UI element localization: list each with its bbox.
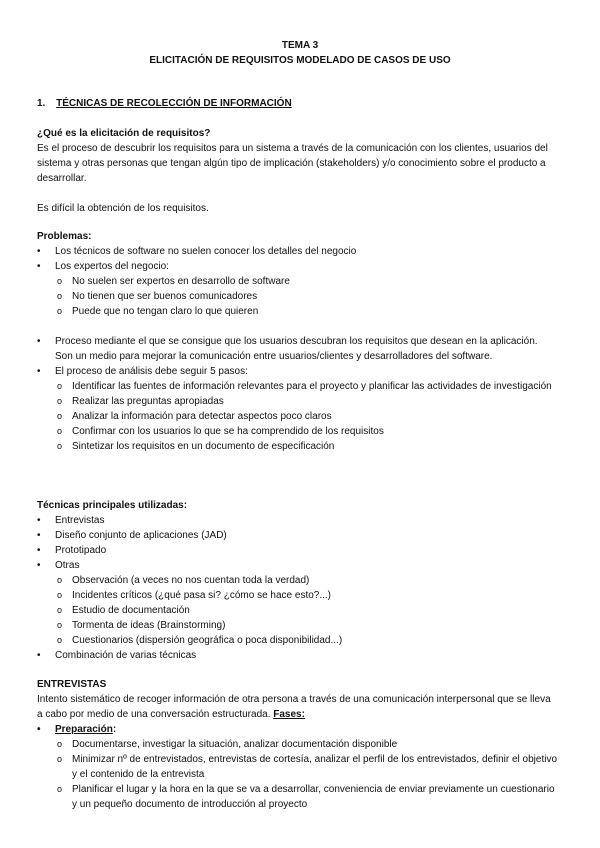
problems-heading: Problemas: xyxy=(37,231,92,242)
list-item: o Observación (a veces no nos cuentan toda la verdad) xyxy=(37,573,557,588)
interviews-text: Intento sistemático de recoger información de otra persona a través de una comunicación interpersonal que se lleva a cabo por medio de una conversación estructurada. xyxy=(37,694,551,720)
list-item: o Identificar las fuentes de información relevantes para el proyecto y planificar las actividades de investigación xyxy=(37,379,557,394)
list-item: • Prototipado xyxy=(37,543,557,558)
techniques-list xyxy=(37,513,557,663)
list-item: o Tormenta de ideas (Brainstorming) xyxy=(37,618,557,633)
question-paragraph: Es el proceso de descubrir los requisitos para un sistema a través de la comunicación con los clientes, usuarios del sistema y otras personas que tengan algún tipo de implicación (stakeholders) y/o conocimiento sobre el producto a desarrollar. xyxy=(37,143,548,184)
list-item: o Analizar la información para detectar aspectos poco claros xyxy=(37,409,557,424)
section-heading xyxy=(37,96,557,111)
problems-list xyxy=(37,244,557,319)
list-item: • Combinación de varias técnicas xyxy=(37,648,557,663)
list-item: o Minimizar nº de entrevistados, entrevistas de cortesía, analizar el perfil de los entrevistados, definir el objetivo y el contenido de la entrevista xyxy=(37,752,557,782)
preparation-label: Preparación xyxy=(55,724,113,735)
interviews-list xyxy=(37,722,557,812)
list-item: • Proceso mediante el que se consigue que los usuarios descubran los requisitos que desean en la aplicación. Son un medio para mejorar la comunicación entre usuarios/clientes y desarrolladores del software. xyxy=(37,334,557,364)
document-title: TEMA 3 xyxy=(281,40,319,51)
process-list xyxy=(37,334,557,454)
list-item: o Confirmar con los usuarios lo que se ha comprendido de los requisitos xyxy=(37,424,557,439)
list-item: o Estudio de documentación xyxy=(37,603,557,618)
list-item: • Los expertos del negocio: xyxy=(37,259,557,274)
list-item: o Cuestionarios (dispersión geográfica o poca disponibilidad...) xyxy=(37,633,557,648)
document-subtitle: ELICITACIÓN DE REQUISITOS MODELADO DE CASOS DE USO xyxy=(149,55,451,66)
list-item: • Los técnicos de software no suelen conocer los detalles del negocio xyxy=(37,244,557,259)
list-item: o No suelen ser expertos en desarrollo de software xyxy=(37,274,557,289)
list-item xyxy=(37,722,557,737)
list-item: o Sintetizar los requisitos en un documento de especificación xyxy=(37,439,557,454)
list-item: o Incidentes críticos (¿qué pasa si? ¿cómo se hace esto?...) xyxy=(37,588,557,603)
list-item: • Entrevistas xyxy=(37,513,557,528)
section-title: TÉCNICAS DE RECOLECCIÓN DE INFORMACIÓN xyxy=(56,98,292,109)
interviews-heading: ENTREVISTAS xyxy=(37,679,107,690)
question-heading: ¿Qué es la elicitación de requisitos? xyxy=(37,128,211,139)
list-item: o Realizar las preguntas apropiadas xyxy=(37,394,557,409)
list-item: o Puede que no tengan claro lo que quieren xyxy=(37,304,557,319)
list-item: o No tienen que ser buenos comunicadores xyxy=(37,289,557,304)
list-item: • Otras xyxy=(37,558,557,573)
list-item: • El proceso de análisis debe seguir 5 pasos: xyxy=(37,364,557,379)
list-item: o Planificar el lugar y la hora en la que se va a desarrollar, conveniencia de enviar previamente un cuestionario y un pequeño documento de introducción al proyecto xyxy=(37,782,557,812)
interviews-paragraph xyxy=(37,692,557,722)
list-item: • Diseño conjunto de aplicaciones (JAD) xyxy=(37,528,557,543)
phases-label: Fases: xyxy=(273,709,305,720)
techniques-heading: Técnicas principales utilizadas: xyxy=(37,500,188,511)
difficulty-note: Es difícil la obtención de los requisitos. xyxy=(37,203,209,214)
list-item: o Documentarse, investigar la situación, analizar documentación disponible xyxy=(37,737,557,752)
preparation-colon: : xyxy=(112,724,117,735)
section-number: 1. xyxy=(37,98,46,109)
